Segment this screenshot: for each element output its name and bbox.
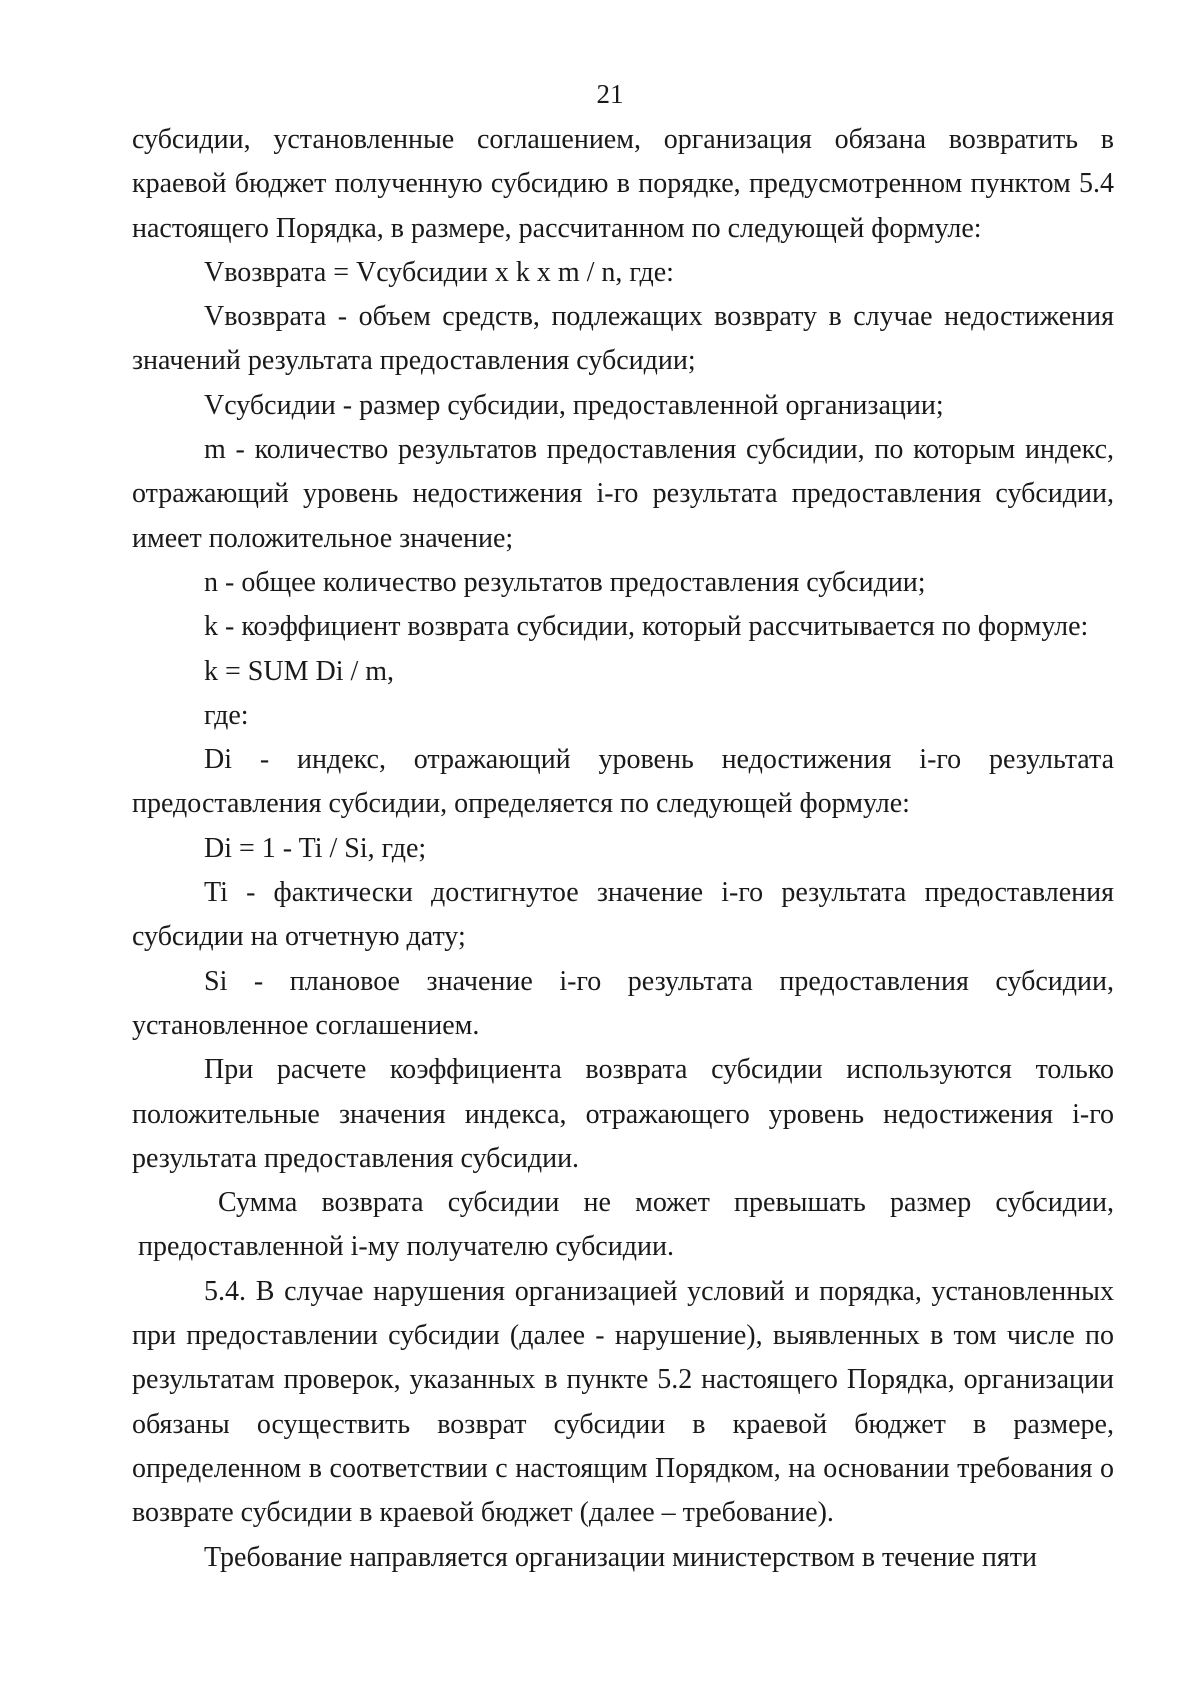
formula-k: k = SUM Di / m,: [204, 655, 395, 687]
paragraph-positive-values: При расчете коэффициента возврата субсидии используются только положительные значения индекса, отражающего уровень недостижения i-го результата предоставления субсидии.: [132, 1054, 1114, 1174]
paragraph-requirement: Требование направляется организации министерством в течение пяти: [204, 1541, 1037, 1573]
formula-di: Di = 1 - Ti / Si, где;: [204, 832, 427, 864]
definition-ti: Ti - фактически достигнутое значение i-го результата предоставления субсидии на отчетную дату;: [132, 877, 1114, 953]
definition-m: m - количество результатов предоставления субсидии, по которым индекс, отражающий уровень недостижения i-го результата предоставления субсидии, имеет положительное значение;: [132, 434, 1114, 554]
paragraph-section-5-4: 5.4. В случае нарушения организацией условий и порядка, установленных при предоставлении субсидии (далее - нарушение), выявленных в том числе по результатам проверок, указанных в пункте 5.2 настоящего Порядка, организации обязаны осуществить возврат субсидии в краевой бюджет в размере, определенном в соответствии с настоящим Порядком, на основании требования о возврате субсидии в краевой бюджет (далее – требование).: [132, 1275, 1114, 1529]
formula-where: где:: [204, 699, 249, 731]
formula-return-volume: Vвозврата = Vсубсидии x k x m / n, где:: [204, 256, 674, 288]
definition-k: k - коэффициент возврата субсидии, который рассчитывается по формуле:: [204, 611, 1089, 643]
paragraph-continuation: субсидии, установленные соглашением, организация обязана возвратить в краевой бюджет полученную субсидию в порядке, предусмотренном пунктом 5.4 настоящего Порядка, в размере, рассчитанном по следующей формуле:: [132, 124, 1114, 244]
definition-di: Di - индекс, отражающий уровень недостижения i-го результата предоставления субсидии, определяется по следующей формуле:: [132, 744, 1114, 820]
document-body: [132, 118, 1114, 1580]
definition-n: n - общее количество результатов предоставления субсидии;: [204, 566, 926, 598]
paragraph-return-limit: Сумма возврата субсидии не может превышать размер субсидии, предоставленной i-му получателю субсидии.: [138, 1187, 1114, 1263]
definition-v-return: Vвозврата - объем средств, подлежащих возврату в случае недостижения значений результата предоставления субсидии;: [132, 301, 1114, 377]
definition-si: Si - плановое значение i-го результата предоставления субсидии, установленное соглашением.: [132, 965, 1114, 1041]
page-number: 21: [596, 79, 624, 109]
definition-v-subsidy: Vсубсидии - размер субсидии, предоставленной организации;: [204, 389, 944, 421]
